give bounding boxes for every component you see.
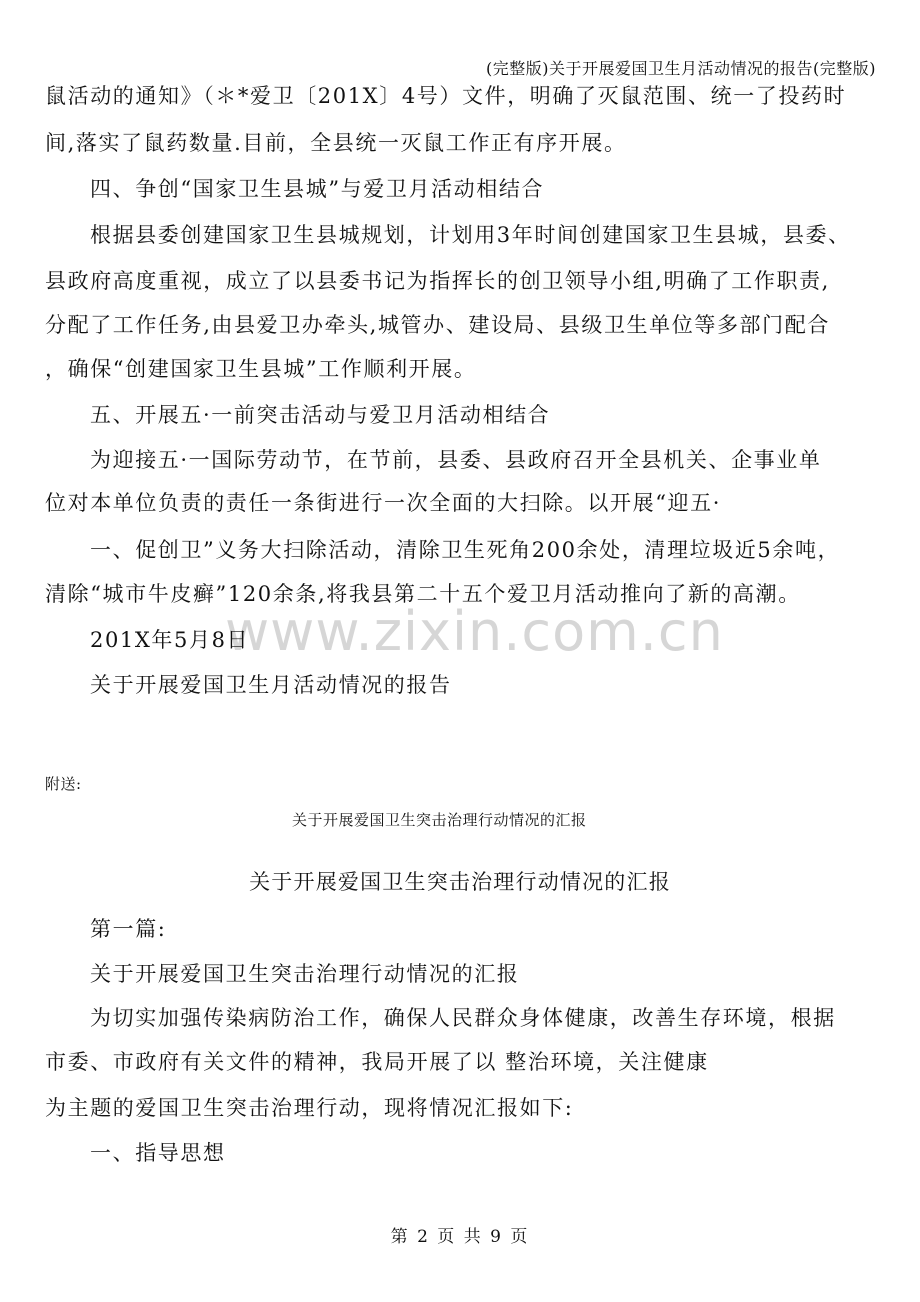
body-line: 市委、市政府有关文件的精神，我局开展了以 整治环境，关注健康 [45,1050,709,1074]
section-heading: 五、开展五·一前突击活动与爱卫月活动相结合 [90,403,551,427]
body-line: 分配了工作任务,由县爱卫办牵头,城管办、建设局、县级卫生单位等多部门配合 [45,313,830,337]
body-line: 根据县委创建国家卫生县城规划，计划用3年时间创建国家卫生县城，县委、 [90,223,851,247]
body-line: 县政府高度重视，成立了以县委书记为指挥长的创卫领导小组,明确了工作职责, [45,269,830,293]
attached-caption: 关于开展爱国卫生突击治理行动情况的汇报 [292,811,587,829]
body-line: 一、促创卫”义务大扫除活动，清除卫生死角200余处，清理垃圾近5余吨， [90,538,841,562]
section-heading: 一、指导思想 [90,1141,226,1165]
report-title-line: 关于开展爱国卫生月活动情况的报告 [90,673,452,697]
section-label: 第一篇: [90,917,167,941]
running-header: (完整版)关于开展爱国卫生月活动情况的报告(完整版) [486,59,876,78]
section-heading: 四、争创“国家卫生县城”与爱卫月活动相结合 [90,177,545,201]
attached-label: 附送: [45,775,82,793]
body-line: 为切实加强传染病防治工作，确保人民群众身体健康，改善生存环境，根据 [90,1006,836,1030]
date-line: 201X年5月8日 [90,628,250,652]
attached-document-title: 关于开展爱国卫生突击治理行动情况的汇报 [249,870,671,894]
body-line: 清除“城市牛皮癣”120余条,将我县第二十五个爱卫月活动推向了新的高潮。 [45,582,801,606]
body-line: 位对本单位负责的责任一条街进行一次全面的大扫除。以开展“迎五· [45,491,722,515]
section-title: 关于开展爱国卫生突击治理行动情况的汇报 [90,962,520,986]
body-line: 间,落实了鼠药数量.目前，全县统一灭鼠工作正有序开展。 [45,131,627,155]
body-line: 为迎接五·一国际劳动节，在节前，县委、县政府召开全县机关、企事业单 [90,448,822,472]
page-indicator: 第 2 页 共 9 页 [390,1227,530,1247]
body-line: ，确保“创建国家卫生县城”工作顺利开展。 [45,357,477,381]
body-line: 鼠活动的通知》（＊*爱卫〔201X〕4号）文件，明确了灭鼠范围、统一了投药时 [45,84,847,108]
watermark: www.zixin.com.cn [225,600,724,663]
body-line: 为主题的爱国卫生突击治理行动，现将情况汇报如下: [45,1096,574,1120]
